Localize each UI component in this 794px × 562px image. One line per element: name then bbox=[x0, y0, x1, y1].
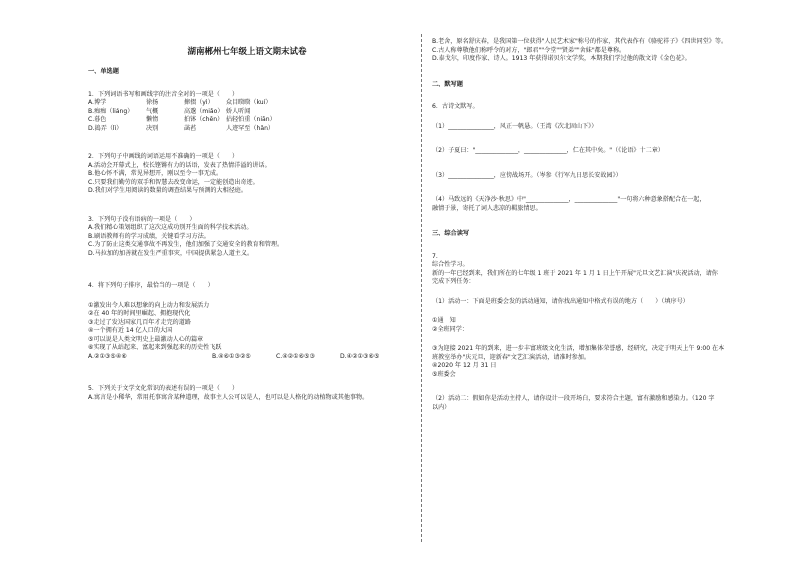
option-cell: 懒惰 bbox=[146, 116, 159, 123]
question-7-intro: 综合性学习。 bbox=[432, 261, 469, 268]
question-2-stem: 2．下列句子中画线的词语运用不准确的一项是（ ） bbox=[88, 153, 239, 160]
notice-item-3: ③为迎接 2021 年的到来，进一步丰富班级文化生活，增加集体荣誉感，经研究，决定于明天上午 9:00 在本 bbox=[432, 345, 725, 352]
question-4-option-d: D.④②①③⑥⑤ bbox=[340, 352, 380, 360]
notice-item-5: ⑤班委会 bbox=[432, 370, 456, 378]
activity-2-continued: 以内） bbox=[432, 403, 451, 411]
question-2 bbox=[88, 153, 406, 196]
option-cell: 菡萏 bbox=[184, 124, 197, 132]
right-column bbox=[432, 38, 768, 412]
option-cell: C.暮色 bbox=[88, 116, 107, 123]
question-4-option-a: A.②①③⑤④⑥ bbox=[88, 352, 127, 360]
question-6-stem: 6．古诗文默写。 bbox=[432, 103, 479, 110]
question-1-option-a bbox=[88, 99, 406, 108]
question-3-option-a: A.我们精心策划组织了这次这成功别开生面的科学技术活动。 bbox=[88, 224, 253, 231]
question-1-option-d bbox=[88, 125, 406, 134]
question-1-option-c bbox=[88, 116, 406, 125]
left-column bbox=[88, 46, 406, 402]
dictation-item-2: （2）子夏曰："______________，______________，仁在其中矣。"（《论语》十二章） bbox=[432, 147, 664, 154]
section-heading-dictation: 二、默写题 bbox=[432, 80, 463, 88]
option-cell: 拈轻怕重（niān） bbox=[226, 116, 276, 123]
question-7-number: 7. bbox=[432, 252, 438, 260]
option-cell: 拍钵（chēn） bbox=[184, 116, 224, 123]
question-2-option-d: D.我们对学生用阅读的数量的调查结果与预测的大相径庭。 bbox=[88, 187, 247, 194]
option-cell: 娇人听闻 bbox=[226, 107, 251, 115]
section-heading-reading-writing: 三、综合读写 bbox=[432, 230, 470, 237]
sentence-2: ②在 40 年的时间里崛起、拥抱现代化 bbox=[88, 310, 191, 317]
option-cell: B.痴痴（liáng） bbox=[88, 107, 134, 115]
option-cell: D.捣弄（lì） bbox=[88, 124, 123, 132]
dictation-item-1: （1）_______________，风正一帆悬。（王湾《次北固山下》） bbox=[432, 122, 598, 130]
question-4-stem: 4．将下列句子排序，最恰当的一项是（ ） bbox=[88, 282, 214, 289]
notice-item-4: ④2020 年 12 月 31 日 bbox=[432, 362, 497, 369]
sentence-5: ⑤可以说是人类文明史上最激动人心的篇章 bbox=[88, 335, 204, 343]
question-2-option-b: B.他心怀不满，常见异想开，刚以至令一事无成。 bbox=[88, 170, 223, 177]
question-1-option-b bbox=[88, 108, 406, 117]
question-5-stem: 5．下列关于文学文化常识的表述有误的一项是（ ） bbox=[88, 385, 239, 392]
option-cell: 高邈（miǎo） bbox=[184, 107, 224, 115]
sentence-3: ③走过了发达国家几百年才走完的道路 bbox=[88, 318, 191, 326]
dictation-item-4: （4）马致远的《天净沙·秋思》中"______________，______________"一句将六种意象搭配合在一起， bbox=[432, 196, 706, 203]
option-cell: 气概 bbox=[146, 107, 159, 115]
question-2-option-a: A.活动会开幕式上，校长铿锵有力的话语，发表了热情洋溢的讲话。 bbox=[88, 161, 271, 169]
question-5-option-b: B.老舍，原名舒庆春，是我国第一位获得"人民艺术家"称号的作家，其代表作有《骆驼祥子》《四世同堂》等。 bbox=[432, 38, 728, 45]
question-5-option-d: D.泰戈尔，印度作家、诗人。1913 年获得诺贝尔文学奖，本期我们学过他的散文诗《金色花》。 bbox=[432, 55, 691, 62]
sentence-1: ①激发出令人难以想象的向上动力和发展活力 bbox=[88, 301, 210, 309]
notice-item-2: ②全班同学： bbox=[432, 325, 468, 333]
option-cell: A.博学 bbox=[88, 99, 107, 106]
question-3-option-c: C.为了防止这类交通事故不再发生，他们加强了交通安全的教育和管理。 bbox=[88, 241, 284, 248]
exam-title: 湖南郴州七年级上语文期末试卷 bbox=[187, 47, 307, 57]
question-2-option-c: C.只要我们勤劳的双手和智慧去改变命运，一定能创造出奇迹。 bbox=[88, 178, 259, 186]
activity-2: （2）活动二：假如你是活动主持人，请你设计一段开场白，要求符合主题，富有激励和感染力。（120 字 bbox=[432, 395, 715, 402]
sentence-6: ⑥实现了从站起来、富起来到强起来的历史性飞跃 bbox=[88, 344, 222, 351]
sentence-4: ④一个拥有近 14 亿人口的大国 bbox=[88, 327, 173, 334]
column-divider bbox=[421, 34, 422, 542]
question-6 bbox=[432, 103, 768, 213]
dictation-item-3: （3）_______________，应傍战场开。（岑参《行军九日思长安故园》） bbox=[432, 171, 622, 179]
activity-1: （1）活动一：下面是班委会发的活动通知，请你找出通知中格式有误的地方（ ）（填序号） bbox=[432, 297, 689, 305]
question-4-option-b: B.④⑥①③②⑤ bbox=[212, 352, 251, 360]
dictation-item-4-continued: 融情于景，寄托了词人悲凉的羁旅情思。 bbox=[432, 204, 542, 212]
question-5 bbox=[88, 385, 406, 402]
question-3-option-d: D.马拉加的加善就在发生严重事灾，中国提供紧急人道主义。 bbox=[88, 249, 254, 257]
option-cell: 众目睽睽（kuí） bbox=[226, 99, 272, 106]
question-4-options bbox=[88, 353, 406, 362]
question-1-stem: 1．下列词语书写和画线字的注音全对的一项是（ ） bbox=[88, 90, 239, 98]
question-3-option-b: B.刷语教师有的学习成绩，关键看学习方法。 bbox=[88, 232, 210, 240]
section-heading-single-choice: 一、单选题 bbox=[88, 68, 119, 75]
notice-item-1: ①通 知 bbox=[432, 317, 456, 324]
question-7-description-continued: 完成下列任务： bbox=[432, 278, 475, 285]
question-4-option-c: C.④②①⑥⑤③ bbox=[276, 352, 315, 360]
option-cell: 人迹罕至（hǎn） bbox=[226, 124, 275, 132]
question-4 bbox=[88, 282, 406, 361]
question-7 bbox=[432, 253, 768, 413]
question-3 bbox=[88, 216, 406, 259]
question-1 bbox=[88, 91, 406, 134]
option-cell: 决别 bbox=[146, 124, 159, 132]
option-cell: 徐扬 bbox=[146, 99, 159, 106]
notice-item-3-continued: 班教室举办"庆元旦，迎新春"文艺汇演活动，请准时参加。 bbox=[432, 353, 590, 361]
question-3-stem: 3．下列句子没有语病的一项是（ ） bbox=[88, 215, 196, 223]
question-5-option-c: C.古人称尊敬他们称呼令的对方，"郎君""令堂""贤弟""舍妹"都是尊称。 bbox=[432, 46, 626, 54]
question-5-option-a: A.寓言是小稀华，常用托事寓含某种道理，故事主人公可以是人，也可以是人格化的动植物或其他事物。 bbox=[88, 393, 369, 401]
option-cell: 撺掇（yì） bbox=[184, 99, 214, 106]
question-7-description: 新的一年已经到来，我们所在的七年级 1 班于 2021 年 1 月 1 日上午开展"元旦文艺汇演"庆祝活动，请你 bbox=[432, 269, 718, 277]
